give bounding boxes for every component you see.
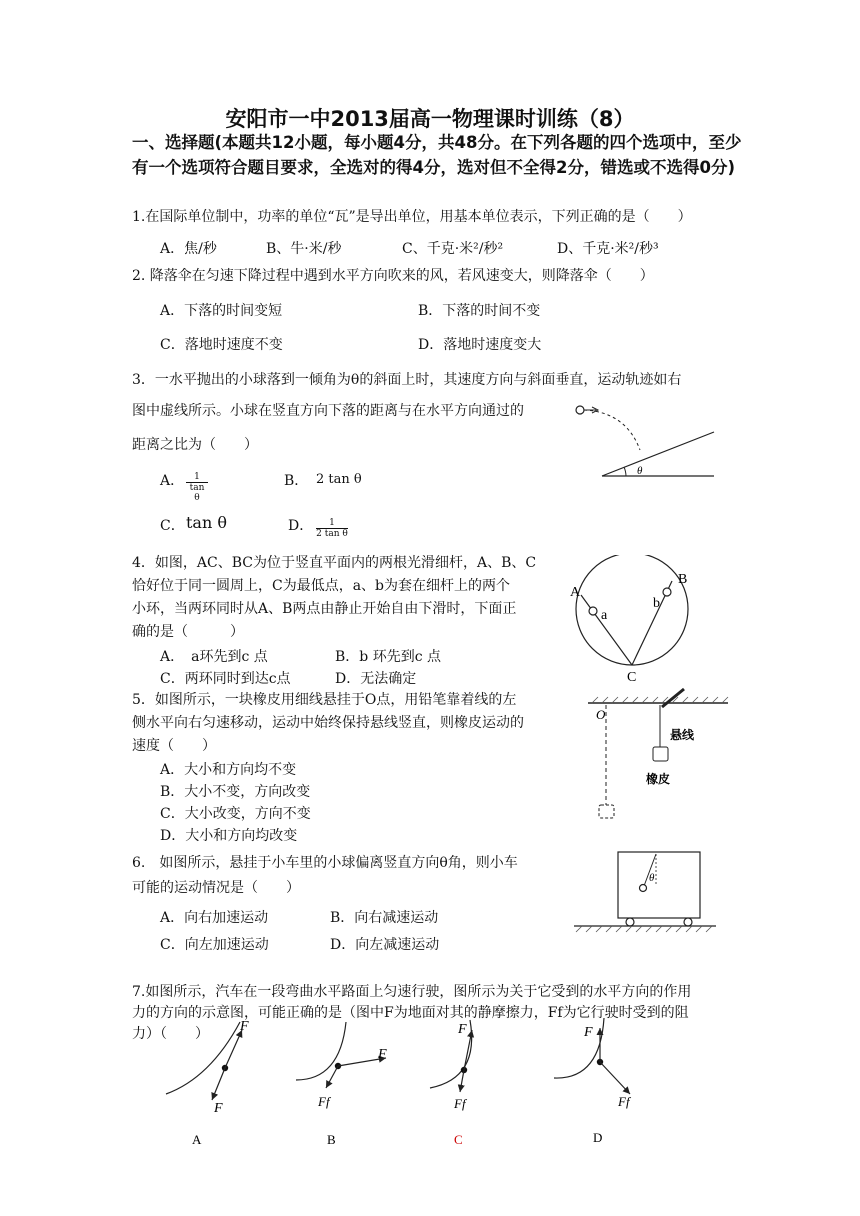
q3-ball [576, 406, 584, 414]
q7-figure-b [296, 1022, 387, 1147]
q6-cart-body [618, 852, 700, 918]
q1-option-b: B、牛·米/秒 [266, 241, 342, 257]
q7-b-curve [296, 1022, 346, 1080]
q5-option-d: D．大小和方向均改变 [160, 828, 298, 844]
q5-option-a: A．大小和方向均不变 [160, 762, 297, 778]
q6-theta-label: θ [649, 872, 655, 884]
q7-a-label-f2: F [214, 1101, 223, 1116]
q5-stem-line3: 速度（ ） [132, 738, 216, 754]
q3-theta-label: θ [637, 465, 643, 477]
q2-stem: 2. 降落伞在匀速下降过程中遇到水平方向吹来的风，若风速变大，则降落伞（ ） [132, 268, 654, 284]
q4-stem-line3: 小环，当两环同时从A、B两点由静止开始自由下滑时，下面正 [132, 601, 517, 617]
q3-option-c-value: tan θ [186, 513, 227, 532]
q7-figure-d [554, 1018, 632, 1145]
q7-d-curve [554, 1018, 604, 1078]
q4-label-A: A [570, 585, 581, 600]
q3-stem-line1: 3．一水平抛出的小球落到一倾角为θ的斜面上时，其速度方向与斜面垂直，运动轨迹如右 [132, 372, 682, 388]
q7-c-label-f: F [458, 1022, 467, 1037]
page-title: 安阳市一中2013届高一物理课时训练（8） [225, 107, 635, 131]
q7-figure-a [166, 1019, 249, 1147]
q1-option-c: C、千克·米²/秒² [402, 241, 504, 257]
q5-stem-line1: 5．如图所示，一块橡皮用细线悬挂于O点，用铅笔靠着线的左 [132, 692, 517, 708]
q3-option-c-label: C． [160, 518, 185, 534]
q6-option-b: B．向右减速运动 [330, 910, 439, 926]
q6-option-c: C．向左加速运动 [160, 937, 269, 953]
q4-label-C: C [627, 670, 637, 685]
q1-option-a: A．焦/秒 [160, 241, 217, 257]
q7-label-b: B [327, 1132, 336, 1147]
q7-label-d: D [593, 1130, 603, 1145]
q5-eraser-start [599, 805, 614, 818]
q6-wheel-left [626, 918, 634, 926]
q7-c-arrow-ff [460, 1070, 464, 1092]
q3-stem-line3: 距离之比为（ ） [132, 437, 258, 453]
q7-c-label-ff: Ff [454, 1096, 466, 1111]
q4-rod-ac [581, 595, 632, 665]
q5-stem-line2: 侧水平向右匀速移动，运动中始终保持悬线竖直，则橡皮运动的 [132, 715, 524, 731]
q7-d-label-f: F [584, 1025, 593, 1040]
q2-option-c: C．落地时速度不变 [160, 337, 283, 353]
q7-a-label-f1: F [240, 1019, 249, 1034]
q5-ceiling-hatch [592, 697, 728, 703]
q5-eraser-figure [580, 685, 730, 825]
section-heading: 一、选择题(本题共12小题，每小题4分，共48分。在下列各题的四个选项中，至少有一个选项符合题目要求，全选对的得4分，选对但不全得2分，错选或不选得0分) [132, 133, 742, 177]
q7-figure-c [430, 1020, 472, 1147]
q3-option-b-label: B． [284, 473, 309, 489]
q7-b-label-f: F [378, 1047, 387, 1062]
q3-option-d-fraction [316, 518, 348, 539]
q5-option-b: B．大小不变，方向改变 [160, 784, 311, 800]
q3-a-numerator: 1 [194, 472, 200, 482]
q7-force-figures [160, 1018, 720, 1148]
q5-label-line: 悬线 [670, 728, 695, 742]
q7-a-arrow-f-down [212, 1068, 225, 1100]
q6-stem-line2: 可能的运动情况是（ ） [132, 880, 300, 896]
q3-option-b-value: 2 tan θ [316, 472, 362, 487]
q3-option-d-label: D． [288, 518, 314, 534]
q4-stem-line1: 4．如图，AC、BC为位于竖直平面内的两根光滑细杆，A、B、C [132, 555, 537, 571]
q7-a-arrow-f-up [225, 1030, 242, 1068]
q3-option-a-fraction [186, 472, 208, 503]
q3-trajectory [584, 410, 640, 450]
q5-eraser [653, 747, 668, 761]
q6-stem-line1: 6. 如图所示，悬挂于小车里的小球偏离竖直方向θ角，则小车 [132, 855, 518, 871]
q2-option-d: D．落地时速度变大 [418, 337, 542, 353]
q6-ball [640, 885, 647, 892]
q7-stem-line3: 力）（ ） [132, 1026, 209, 1042]
q7-label-a: A [192, 1132, 202, 1147]
q4-ring-b [663, 588, 671, 596]
q6-cart-figure [570, 848, 720, 938]
q4-option-a: A． a环先到c 点 [160, 649, 268, 665]
q3-d-denominator: 2 tan θ [316, 529, 348, 539]
q7-stem-line1: 7.如图所示，汽车在一段弯曲水平路面上匀速行驶，图所示为关于它受到的水平方向的作用 [132, 984, 692, 1000]
q4-option-d: D．无法确定 [335, 671, 417, 687]
q7-b-label-ff: Ff [318, 1094, 330, 1109]
q4-option-c: C．两环同时到达c点 [160, 671, 291, 687]
q2-option-b: B．下落的时间不变 [418, 303, 541, 319]
q3-angle-arc [624, 467, 626, 476]
q5-label-O: O [596, 707, 606, 722]
q4-stem-line2: 恰好位于同一圆周上，C为最低点，a、b为套在细杆上的两个 [132, 578, 511, 594]
q4-circle-figure [560, 555, 710, 685]
q4-label-b: b [653, 596, 660, 611]
q6-wheel-right [684, 918, 692, 926]
q3-option-a-label: A． [160, 473, 185, 489]
q4-stem-line4: 确的是（ ） [132, 624, 244, 640]
q3-incline [602, 432, 714, 476]
q4-ring-a [589, 607, 597, 615]
q7-b-arrow-ff [326, 1066, 338, 1088]
q5-pencil [662, 689, 684, 707]
q4-option-b: B．b 环先到c 点 [335, 649, 441, 665]
q2-option-a: A．下落的时间变短 [160, 303, 283, 319]
q3-incline-figure [570, 398, 720, 483]
q3-a-denominator: tan θ [186, 482, 208, 503]
q7-d-label-ff: Ff [618, 1094, 630, 1109]
q3-d-numerator: 1 [329, 518, 335, 528]
q5-label-eraser: 橡皮 [646, 772, 671, 786]
q6-option-d: D．向左减速运动 [330, 937, 440, 953]
q7-stem-line2: 力的方向的示意图，可能正确的是（图中F为地面对其的静摩擦力，Ff为它行驶时受到的阻 [132, 1005, 689, 1021]
q4-label-a: a [601, 608, 608, 623]
q7-label-c: C [454, 1132, 463, 1147]
q4-label-B: B [678, 572, 688, 587]
q1-option-d: D、千克·米²/秒³ [557, 241, 659, 257]
q6-option-a: A．向右加速运动 [160, 910, 269, 926]
q3-stem-line2: 图中虚线所示。小球在竖直方向下落的距离与在水平方向通过的 [132, 403, 524, 419]
q7-d-arrow-ff [600, 1062, 630, 1094]
q5-option-c: C．大小改变，方向不变 [160, 806, 311, 822]
q1-stem: 1.在国际单位制中，功率的单位“瓦”是导出单位，用基本单位表示，下列正确的是（ ） [132, 209, 692, 225]
q6-ground-hatch [576, 926, 712, 932]
